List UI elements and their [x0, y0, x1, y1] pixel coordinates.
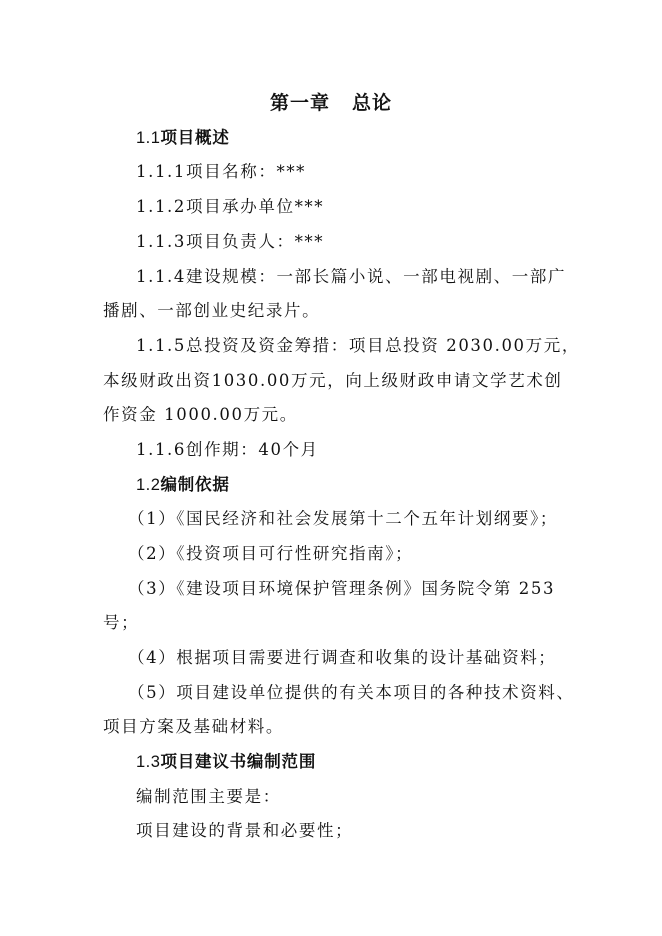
- section-number: 1.3: [136, 753, 161, 771]
- investment-cont-2: 作资金 1000.00万元。: [103, 405, 298, 424]
- section-heading-1-1: [136, 127, 230, 149]
- scope-intro-line: 编制范围主要是：: [136, 787, 281, 806]
- section-title: 项目概述: [160, 128, 230, 147]
- section-heading-1-3: [136, 751, 316, 773]
- construction-scale-cont: 播剧、一部创业史纪录片。: [103, 301, 321, 320]
- basis-item-2: （2）《投资项目可行性研究指南》；: [128, 544, 414, 563]
- project-name-line: 1.1.1项目名称：***: [136, 162, 307, 181]
- chapter-label: 第一章: [269, 92, 330, 114]
- basis-item-3-cont: 号；: [103, 613, 140, 632]
- basis-item-3: （3）《建设项目环境保护管理条例》国务院令第 253: [128, 579, 556, 598]
- section-number: 1.2: [136, 476, 161, 494]
- section-title: 项目建议书编制范围: [160, 752, 317, 771]
- investment-cont-1: 本级财政出资1030.00万元，向上级财政申请文学艺术创: [103, 371, 563, 390]
- basis-item-4: （4）根据项目需要进行调查和收集的设计基础资料；: [128, 648, 557, 667]
- project-leader-line: 1.1.3项目负责人：***: [136, 232, 325, 251]
- basis-item-5: （5）项目建设单位提供的有关本项目的各种技术资料、: [128, 683, 575, 702]
- basis-item-5-cont: 项目方案及基础材料。: [103, 717, 284, 736]
- scope-item-line: 项目建设的背景和必要性；: [136, 821, 354, 840]
- investment-line: 1.1.5总投资及资金筹措：项目总投资 2030.00万元，: [136, 336, 580, 355]
- chapter-title: [0, 88, 662, 115]
- creation-period-line: 1.1.6创作期：40个月: [136, 440, 319, 459]
- project-organizer-line: 1.1.2项目承办单位***: [136, 197, 325, 216]
- section-number: 1.1: [136, 129, 161, 147]
- section-heading-1-2: [136, 474, 230, 496]
- construction-scale-line: 1.1.4建设规模：一部长篇小说、一部电视剧、一部广: [136, 267, 567, 286]
- basis-item-1: （1）《国民经济和社会发展第十二个五年计划纲要》；: [128, 509, 558, 528]
- section-title: 编制依据: [160, 475, 230, 494]
- chapter-title-text: 总论: [352, 92, 393, 114]
